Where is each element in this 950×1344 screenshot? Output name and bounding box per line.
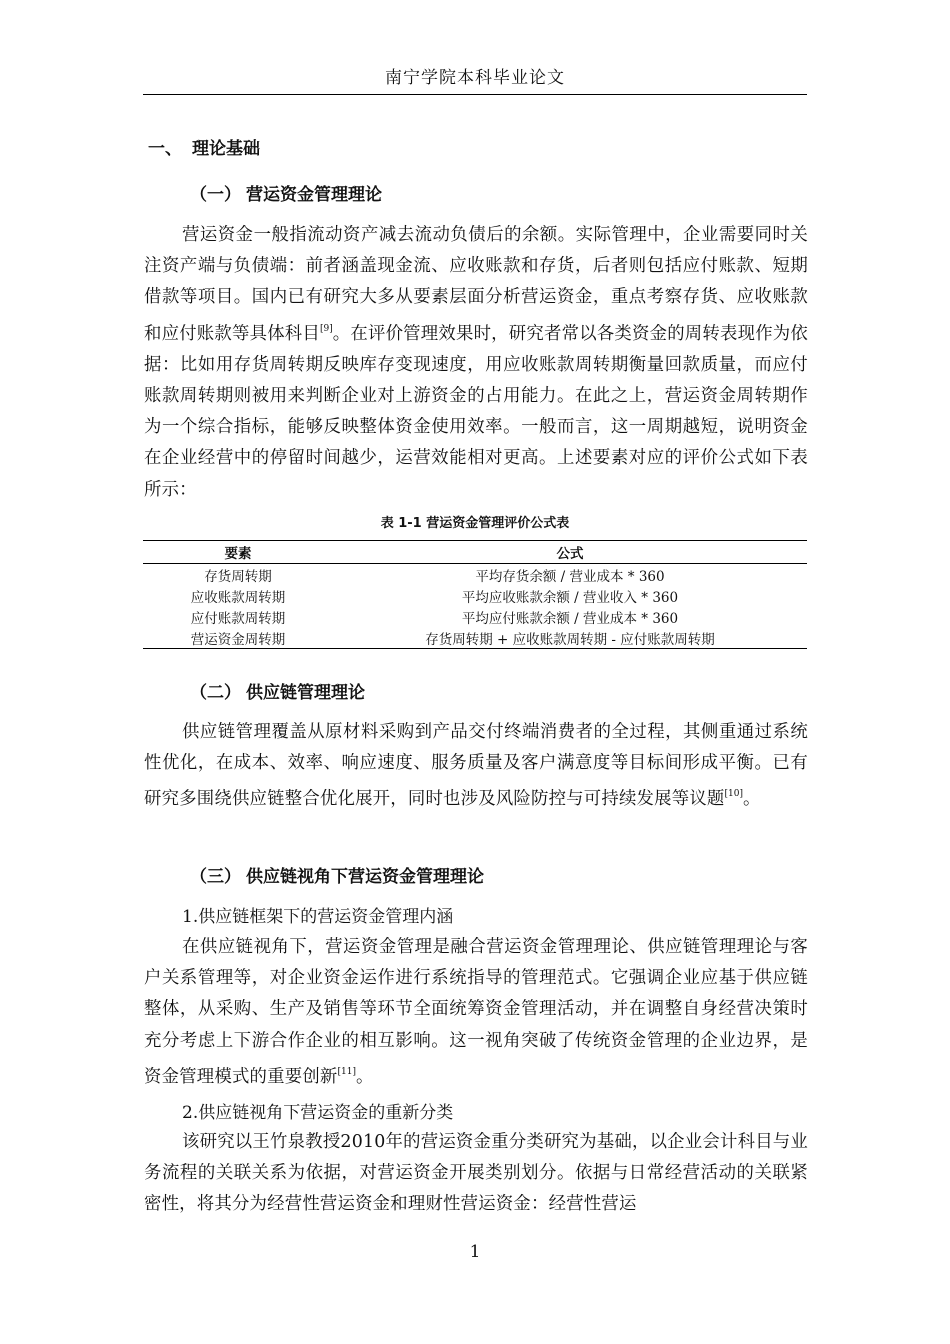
subsection-heading-2 [190,678,365,703]
paragraph-supply-chain [144,717,808,816]
subsection-heading-1 [190,180,382,205]
table-header-formula: 公式 [333,541,807,564]
subsection-number: （一） [190,185,241,205]
subsection-title: 供应链视角下营运资金管理理论 [246,867,484,887]
page-number: 1 [469,1242,481,1262]
subsection-number: （二） [190,683,241,703]
paragraph-working-capital [144,220,808,506]
table-cell-formula: 平均存货余额 / 营业成本 * 360 [475,568,665,585]
subsection-heading-3 [190,862,484,887]
subsection-title: 供应链管理理论 [246,683,365,703]
subsection-number: （三） [190,867,241,887]
citation: [9] [320,323,333,334]
table-header-factor: 要素 [143,541,333,564]
section-number: 一、 [148,139,182,159]
table-row [143,564,807,586]
formula-table [143,540,807,649]
table-caption: 表 1-1 营运资金管理评价公式表 [380,516,570,531]
table-row [143,627,807,649]
table-cell-factor: 应收账款周转期 [190,589,286,606]
table-cell-formula: 存货周转期 + 应收账款周转期 - 应付账款周转期 [333,627,807,649]
table-row [143,585,807,606]
table-cell-factor: 存货周转期 [204,568,272,585]
table-cell-factor: 营运资金周转期 [143,627,333,649]
paragraph-supply-chain-capital [144,932,808,1093]
paragraph-text: 。 [742,789,761,810]
table-row [143,606,807,627]
paragraph-text: 营运资金一般指流动资产减去流动负债后的余额。实际管理中，企业需要同时关注资产端与负债端：前者涵盖现金流、应收账款和存货，后者则包括应付账款、短期借款等项目。国内已有研究大多从要素层面分析营运资金，重点考察存货、应收账款和应付账款等具体科目 [144,225,808,344]
section-title: 理论基础 [192,139,260,159]
paragraph-reclassification: 该研究以王竹泉教授2010年的营运资金重分类研究为基础，以企业会计科目与业务流程的关联关系为依据，对营运资金开展类别划分。依据与日常经营活动的关联紧密性，将其分为经营性营运资金和理财性营运资金：经营性营运 [144,1132,808,1215]
citation: [11] [337,1066,356,1077]
page-header: 南宁学院本科毕业论文 [143,62,807,95]
paragraph-text: 供应链管理覆盖从原材料采购到产品交付终端消费者的全过程，其侧重通过系统性优化，在成本、效率、响应速度、服务质量及客户满意度等目标间形成平衡。已有研究多围绕供应链整合优化展开，同时也涉及风险防控与可持续发展等议题 [144,722,808,810]
table-cell-formula: 平均应付账款余额 / 营业成本 * 360 [461,610,679,627]
subsection-title: 营运资金管理理论 [246,185,382,205]
table-cell-factor: 应付账款周转期 [190,610,286,627]
table-cell-formula: 平均应收账款余额 / 营业收入 * 360 [461,589,679,606]
item-heading-2: 2.供应链视角下营运资金的重新分类 [182,1103,454,1123]
item-heading-1: 1.供应链框架下的营运资金管理内涵 [182,907,454,927]
paragraph-text: 。 [355,1066,374,1087]
paragraph-text: 。在评价管理效果时，研究者常以各类资金的周转表现作为依据：比如用存货周转期反映库存变现速度，用应收账款周转期衡量回款质量，而应付账款周转期则被用来判断企业对上游资金的占用能力。在此之上，营运资金周转期作为一个综合指标，能够反映整体资金使用效率。一般而言，这一周期越短，说明资金在企业经营中的停留时间越少，运营效能相对更高。上述要素对应的评价公式如下表所示： [144,323,808,500]
citation: [10] [724,789,743,800]
section-heading [148,134,260,159]
paragraph-text: 在供应链视角下，营运资金管理是融合营运资金管理理论、供应链管理理论与客户关系管理等，对企业资金运作进行系统指导的管理范式。它强调企业应基于供应链整体，从采购、生产及销售等环节全面统筹资金管理活动，并在调整自身经营决策时充分考虑上下游合作企业的相互影响。这一视角突破了传统资金管理的企业边界，是资金管理模式的重要创新 [144,937,808,1087]
